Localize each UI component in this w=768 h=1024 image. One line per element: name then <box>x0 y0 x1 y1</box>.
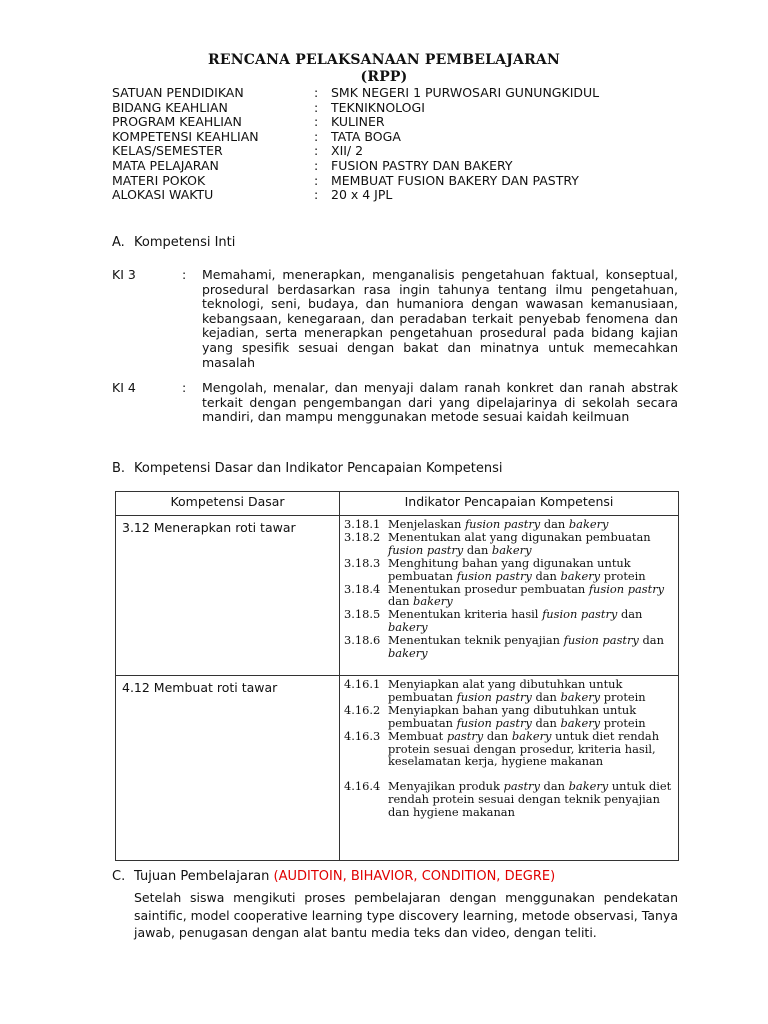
indicator-text: Menentukan kriteria hasil fusion pastry dan bakery <box>388 607 643 635</box>
section-c-heading <box>112 869 555 884</box>
meta-colon: : <box>314 172 319 188</box>
indicator-text: Menyajikan produk pastry dan bakery untuk diet rendah protein sesuai dengan teknik penyajian dan hygiene makanan <box>388 779 672 820</box>
indicator-code: 3.18.5 <box>344 607 381 622</box>
ki-4-block <box>112 381 678 441</box>
indicator-code: 3.18.3 <box>344 555 381 570</box>
indicator-text: Menjelaskan fusion pastry dan bakery <box>388 517 609 531</box>
section-number: A. <box>112 235 125 250</box>
table-header-kd: Kompetensi Dasar <box>116 492 340 516</box>
section-a-heading <box>112 235 235 250</box>
section-highlight: (AUDITOIN, BIHAVIOR, CONDITION, DEGRE) <box>273 869 556 884</box>
meta-key: ALOKASI WAKTU <box>112 187 214 203</box>
meta-colon: : <box>314 114 319 130</box>
meta-colon: : <box>314 143 319 159</box>
meta-colon: : <box>314 128 319 144</box>
meta-row <box>112 159 599 174</box>
indicator-item <box>344 557 674 583</box>
indicator-code: 3.18.1 <box>344 517 381 531</box>
meta-value: KULINER <box>331 114 385 130</box>
meta-row <box>112 86 599 101</box>
kd-cell: 4.12 Membuat roti tawar <box>116 676 340 861</box>
ki-label: KI 4 <box>112 380 136 395</box>
indicator-text: Menghitung bahan yang digunakan untuk pembuatan fusion pastry dan bakery protein <box>388 555 646 583</box>
competency-table <box>115 491 679 861</box>
document-title: RENCANA PELAKSANAAN PEMBELAJARAN <box>208 52 560 68</box>
learning-objective-text: Setelah siswa mengikuti proses pembelajaran dengan menggunakan pendekatan saintific, model cooperative learning type discovery learning, metode observasi, Tanya jawab, penugasan dengan alat bantu media teks dan video, dengan teliti. <box>134 890 678 941</box>
meta-value: TATA BOGA <box>331 128 401 144</box>
meta-row <box>112 130 599 145</box>
meta-colon: : <box>314 157 319 173</box>
table-row <box>116 516 679 676</box>
section-title: Kompetensi Inti <box>134 235 236 250</box>
identity-block <box>112 86 599 203</box>
meta-row <box>112 101 599 116</box>
meta-colon: : <box>314 99 319 115</box>
section-title: Tujuan Pembelajaran <box>134 869 274 884</box>
document-subtitle: (RPP) <box>360 69 408 85</box>
meta-key: MATERI POKOK <box>112 172 206 188</box>
indicator-text: Menentukan teknik penyajian fusion pastry dan bakery <box>388 633 664 661</box>
meta-value: XII/ 2 <box>331 143 364 159</box>
indicator-item <box>344 531 674 557</box>
indicator-code: 3.18.6 <box>344 633 381 648</box>
indicator-text: Membuat pastry dan bakery untuk diet rendah protein sesuai dengan prosedur, kriteria hasil, keselamatan kerja, hygiene makanan <box>388 728 660 769</box>
meta-value: 20 x 4 JPL <box>331 187 393 203</box>
ki-colon: : <box>182 380 187 395</box>
meta-colon: : <box>314 85 319 100</box>
indicator-cell <box>340 516 679 676</box>
ki-text: Memahami, menerapkan, menganalisis pengetahuan faktual, konseptual, prosedural berdasarkan rasa ingin tahunya tentang ilmu pengetahuan, teknologi, seni, budaya, dan humaniora dengan wawasan kemanusiaan, kebangsaan, kenegaraan, dan peradaban terkait penyebab fenomena dan kejadian, serta menerapkan pengetahuan prosedural pada bidang kajian yang spesifik sesuai dengan bakat dan minatnya untuk memecahkan masalah <box>202 267 678 370</box>
meta-row <box>112 144 599 159</box>
indicator-code: 3.18.4 <box>344 581 381 596</box>
indicator-item <box>344 780 674 819</box>
meta-value: FUSION PASTRY DAN BAKERY <box>331 157 513 173</box>
meta-key: KELAS/SEMESTER <box>112 143 223 159</box>
meta-key: MATA PELAJARAN <box>112 157 219 173</box>
section-title: Kompetensi Dasar dan Indikator Pencapaian Kompetensi <box>134 461 503 476</box>
section-number: C. <box>112 869 126 884</box>
indicator-code: 4.16.2 <box>344 702 381 717</box>
indicator-item <box>344 704 674 730</box>
indicator-text: Menyiapkan bahan yang dibutuhkan untuk pembuatan fusion pastry dan bakery protein <box>388 702 646 730</box>
ki-text: Mengolah, menalar, dan menyaji dalam ranah konkret dan ranah abstrak terkait dengan pengembangan dari yang dipelajarinya di sekolah secara mandiri, dan mampu menggunakan metode sesuai kaidah keilmuan <box>202 380 678 425</box>
indicator-list <box>344 678 674 819</box>
kd-cell: 3.12 Menerapkan roti tawar <box>116 516 340 676</box>
ki-3-block <box>112 268 678 372</box>
indicator-item <box>344 583 674 609</box>
table-header-row <box>116 492 679 516</box>
meta-key: BIDANG KEAHLIAN <box>112 99 228 115</box>
indicator-item <box>344 608 674 634</box>
indicator-item <box>344 678 674 704</box>
section-b-heading <box>112 461 502 476</box>
meta-row <box>112 174 599 189</box>
indicator-code: 3.18.2 <box>344 529 381 544</box>
meta-value: TEKNIKNOLOGI <box>331 99 425 115</box>
meta-value: MEMBUAT FUSION BAKERY DAN PASTRY <box>331 172 579 188</box>
indicator-item <box>344 730 674 769</box>
indicator-text: Menentukan alat yang digunakan pembuatan fusion pastry dan bakery <box>388 529 651 557</box>
indicator-list <box>344 518 674 660</box>
meta-key: SATUAN PENDIDIKAN <box>112 85 244 100</box>
table-header-indicator: Indikator Pencapaian Kompetensi <box>340 492 679 516</box>
indicator-code: 4.16.3 <box>344 728 381 743</box>
section-number: B. <box>112 461 126 476</box>
indicator-text: Menyiapkan alat yang dibutuhkan untuk pembuatan fusion pastry dan bakery protein <box>388 677 646 704</box>
meta-key: KOMPETENSI KEAHLIAN <box>112 128 259 144</box>
ki-label: KI 3 <box>112 267 136 282</box>
indicator-code: 4.16.1 <box>344 677 381 691</box>
meta-colon: : <box>314 187 319 203</box>
indicator-item <box>344 634 674 660</box>
ki-colon: : <box>182 267 187 282</box>
indicator-code: 4.16.4 <box>344 779 381 794</box>
meta-key: PROGRAM KEAHLIAN <box>112 114 242 130</box>
meta-value: SMK NEGERI 1 PURWOSARI GUNUNGKIDUL <box>331 85 600 100</box>
indicator-cell <box>340 676 679 861</box>
table-row <box>116 676 679 861</box>
indicator-text: Menentukan prosedur pembuatan fusion pastry dan bakery <box>388 581 665 609</box>
meta-row <box>112 115 599 130</box>
meta-row <box>112 188 599 203</box>
